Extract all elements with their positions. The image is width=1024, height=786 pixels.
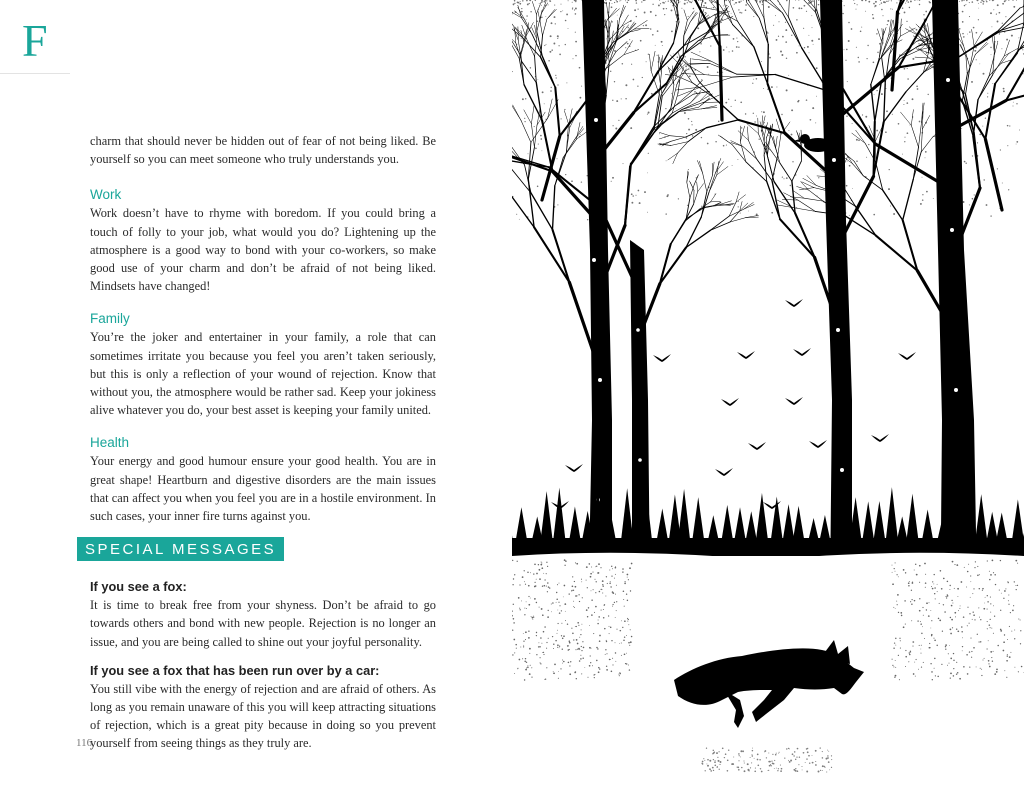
family-paragraph: You’re the joker and entertainer in your family, a role that can sometimes irritate you because you feel you aren’t taken seriously, but this is only a reflection of your wound of rejection. Know that without you, the atmosphere would be rather sad. Keep your jokiness alive whatever you do, your best asset is keeping your family united. bbox=[90, 330, 436, 418]
fox-run-over-paragraph: You still vibe with the energy of rejection and are afraid of others. As long as you remain unaware of this you will keep attracting situations of rejection, which is a great pity because in doing so you prevent yourself from seeing things as they truly are. bbox=[90, 681, 436, 751]
fox-forest-illustration bbox=[512, 0, 1024, 786]
fox-heading: If you see a fox: bbox=[90, 579, 187, 595]
page-number: 116 bbox=[76, 737, 93, 749]
family-heading: Family bbox=[90, 311, 130, 327]
special-messages-banner: SPECIAL MESSAGES bbox=[77, 537, 284, 561]
illustration-page bbox=[512, 0, 1024, 786]
fox-paragraph: It is time to break free from your shyness. Don’t be afraid to go towards others and bond with new people. Rejection is no longer an issue, and you are being called to shine out your joyful personality. bbox=[90, 598, 436, 649]
health-paragraph: Your energy and good humour ensure your good health. You are in great shape! Heartburn and digestive disorders are the main issues that can affect you when you feel you are in a hostile environment. In such cases, your inner fire turns against you. bbox=[90, 454, 436, 524]
health-heading: Health bbox=[90, 435, 130, 451]
work-paragraph: Work doesn’t have to rhyme with boredom. If you could bring a touch of folly to your job, what would you do? Lightening up the atmosphere is a good way to bond with your co-workers, so make good use of your charm and don’t be afraid of not being liked. Mindsets have changed! bbox=[90, 206, 436, 294]
work-heading: Work bbox=[90, 187, 122, 203]
intro-paragraph: charm that should never be hidden out of fear of not being liked. Be yourself so you can meet someone who truly understands you. bbox=[90, 134, 436, 167]
fox-run-over-heading: If you see a fox that has been run over by a car: bbox=[90, 662, 380, 678]
page-content bbox=[85, 132, 436, 753]
section-letter: F bbox=[22, 15, 48, 66]
section-tab-divider bbox=[0, 73, 70, 74]
